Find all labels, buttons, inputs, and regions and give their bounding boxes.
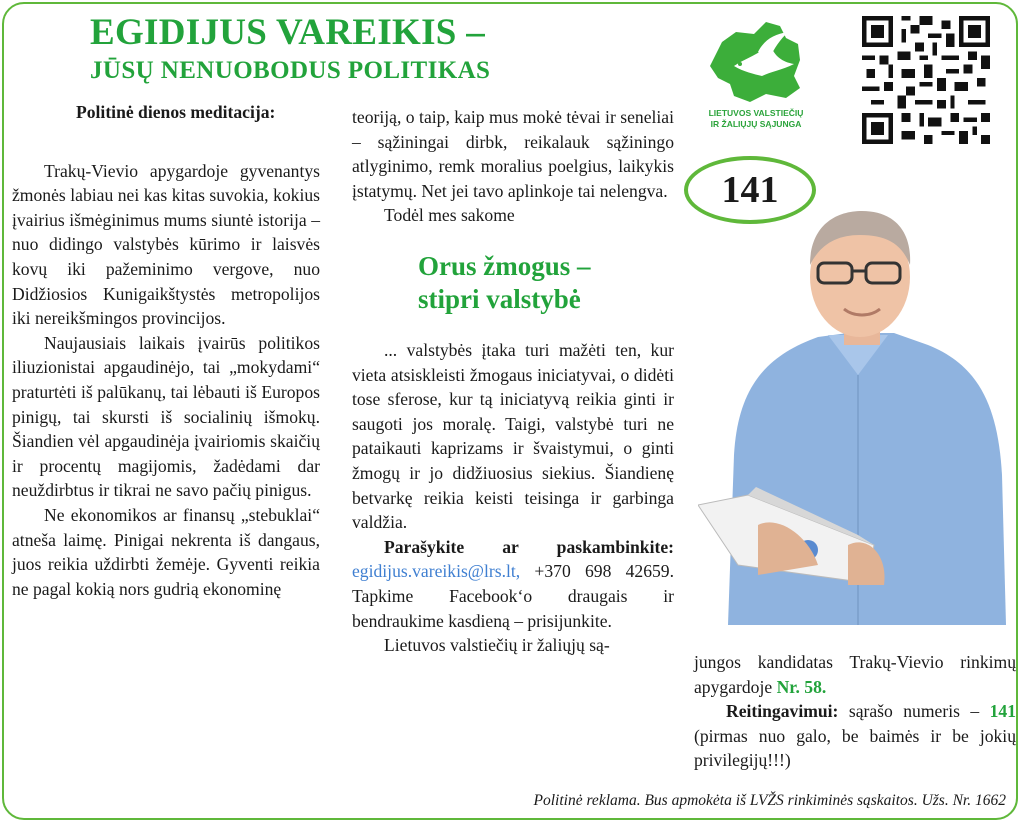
rating-label: Reitingavimui: (726, 701, 839, 722)
article-column-3 (694, 650, 1016, 773)
contact-paragraph: Parašykite ar paskambinkite: egidijus.vareikis@lrs.lt, +370 698 42659. Tapkime Facebook‘o draugais ir bendraukime kasdieną – prisijunkite. (352, 536, 674, 631)
headline-line2: JŪSŲ NENUOBODUS POLITIKAS (90, 57, 491, 84)
party-name: LIETUVOS VALSTIEČIŲ IR ŽALIŲJŲ SĄJUNGA (708, 108, 804, 129)
rating-paragraph: Reitingavimui: sąrašo numeris – 141 (pirmas nuo galo, be baimės ir be jokių privilegijų!!!) (694, 701, 1016, 771)
article-paragraph: teoriją, o taip, kaip mus mokė tėvai ir seneliai – sąžiningai dirbk, reikalauk sąžiningo atlyginimo, remk moralius poelgius, laikykis įstatymų. Net jei tavo aplinkoje tai nelengva. (352, 107, 674, 201)
article-column-2 (352, 105, 674, 658)
headline-line1: EGIDIJUS VAREIKIS – (90, 12, 486, 53)
article-paragraph: Todėl mes sakome (384, 205, 515, 226)
dove-map-icon (700, 14, 812, 106)
rating-number: 141 (989, 701, 1016, 722)
article-paragraph: jungos kandidatas Trakų-Vievio rinkimų apygardoje Nr. 58. (694, 652, 1016, 697)
list-number-badge: 141 (684, 156, 816, 224)
article-paragraph: Naujausiais laikais įvairūs politikos iliuzionistai apgaudinėjo, tai „mokydami“ praturtėti iš palūkanų, tai lėbauti iš Europos pinigų, tai skursti iš socialinių išmokų. Šiandien vėl apgaudinėja įvairiomis skaičių ir procentų magijomis, žadėdami dar neuždirbtus ir tikrai ne savo pačių pinigus. (12, 332, 320, 501)
article-paragraph: Trakų-Vievio apygardoje gyvenantys žmonės labiau nei kas kitas suvokia, kokius įvairius išmėginimus mums siuntė istorija – nuo didingo valstybės kūrimo ir laisvės kovų iki pažeminimo vergove, nuo Didžiosios Kunigaikštystės metropolijos iki nereikšmingos provincijos. (12, 160, 320, 329)
article-subtitle: Politinė dienos meditacija: (76, 102, 276, 122)
email-link[interactable]: egidijus.vareikis@lrs.lt, (352, 561, 521, 582)
qr-code-icon (862, 16, 990, 144)
section-heading: Orus žmogus – stipri valstybė (418, 250, 591, 314)
article-paragraph: Lietuvos valstiečių ir žaliųjų są- (384, 635, 610, 656)
headline (90, 14, 490, 83)
party-logo (700, 14, 812, 134)
article-column-1 (12, 100, 320, 601)
contact-label: Parašykite ar paskambinkite: (384, 536, 674, 557)
phone-number: +370 698 42659. (534, 561, 674, 582)
article-paragraph: ... valstybės įtaka turi mažėti ten, kur vieta atsiskleisti žmogaus iniciatyvai, o didėti tose sferose, kur tą iniciatyvą reikia ginti ir saugoti jos moralę. Taigi, valstybė turi ne pataikauti kaprizams ir švaistymui, o ginti žmogų ir jo didžiuosius siekius. Šiandienę betvarkę reikia keisti teisinga ir garbinga valdžia. (352, 339, 674, 533)
article-paragraph: Ne ekonomikos ar finansų „stebuklai“ atneša laimę. Pinigai nekrenta iš dangaus, juos reikia uždirbti žemėje. Gyventi reikia ne pagal kokią nors gudrią ekonominę (12, 504, 320, 599)
district-number: Nr. 58. (776, 676, 827, 697)
footer-disclaimer: Politinė reklama. Bus apmokėta iš LVŽS rinkiminės sąskaitos. Užs. Nr. 1662 (533, 792, 1006, 809)
candidate-photo (698, 205, 1010, 625)
